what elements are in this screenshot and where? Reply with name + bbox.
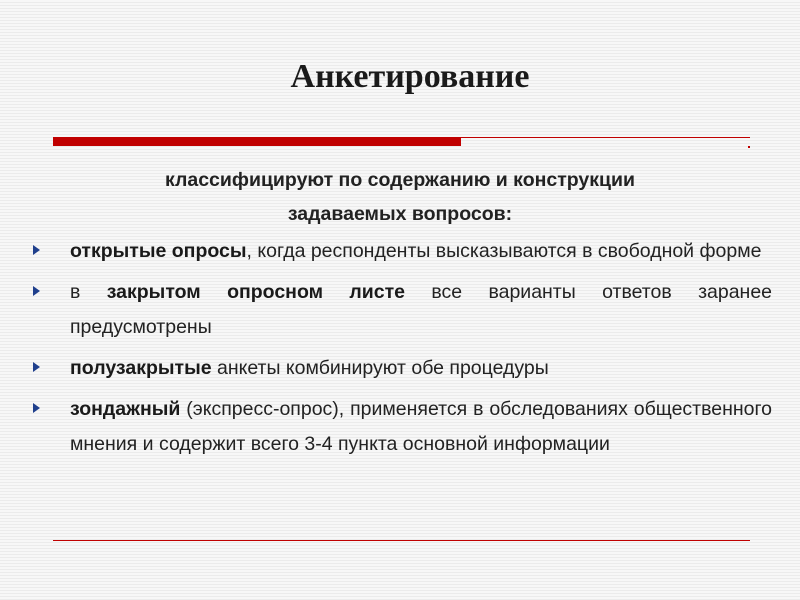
bullet-list: [30, 234, 772, 468]
bullet-term: закрытом опросном листе: [106, 281, 406, 303]
bullet-prefix: в: [70, 281, 107, 303]
bullet-text: все варианты ответов заранее предусмотрены: [70, 281, 773, 338]
bullet-item-closed-questionnaire: [30, 275, 772, 345]
triangle-right-icon: [33, 362, 40, 372]
slide-title: Анкетирование: [290, 58, 530, 95]
bullet-item-semi-closed: [30, 351, 772, 386]
footer-divider-line: [53, 540, 750, 541]
title-divider-bar: [53, 138, 461, 146]
triangle-right-icon: [33, 286, 40, 296]
intro-line-2: задаваемых вопросов:: [287, 203, 513, 225]
bullet-item-probing: [30, 392, 772, 462]
intro-text: [70, 163, 730, 231]
intro-line-1: классифицируют по содержанию и конструкции: [164, 169, 635, 191]
bullet-term: зондажный: [70, 398, 181, 420]
bullet-term: открытые опросы: [70, 240, 247, 262]
bullet-text: (экспресс-опрос), применяется в обследованиях общественного мнения и содержит всего 3-4 пункта основной информации: [70, 398, 772, 455]
bullet-text: , когда респонденты высказываются в свободной форме: [246, 240, 762, 262]
triangle-right-icon: [33, 245, 40, 255]
bullet-text: анкеты комбинируют обе процедуры: [211, 357, 549, 379]
triangle-right-icon: [33, 403, 40, 413]
bullet-item-open-surveys: [30, 234, 772, 269]
title-divider-tick: [748, 146, 750, 148]
bullet-term: полузакрытые: [70, 357, 212, 379]
